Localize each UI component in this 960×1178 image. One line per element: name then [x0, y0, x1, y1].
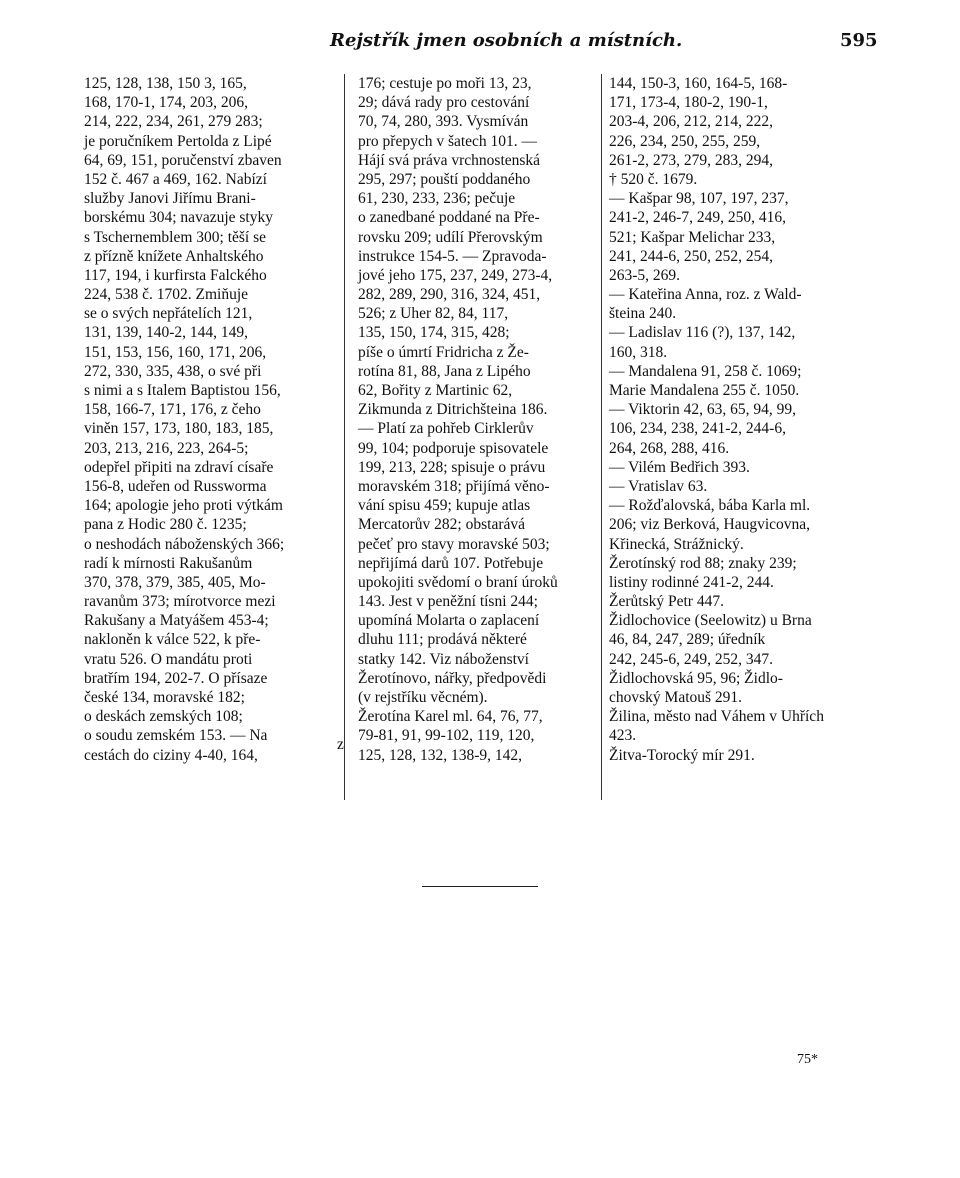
index-line: pro přepych v šatech 101. —	[358, 132, 538, 150]
index-line: 224, 538 č. 1702. Zmiňuje	[84, 286, 249, 304]
index-line: 214, 222, 234, 261, 279 283;	[84, 113, 263, 131]
index-line: — Rožďalovská, bába Karla ml.	[609, 497, 811, 515]
index-line: o soudu zemském 153. — Na	[84, 727, 268, 745]
index-line: o deskách zemských 108;	[84, 708, 243, 726]
column-rule-2	[601, 74, 602, 800]
index-line: dluhu 111; prodává některé	[358, 631, 527, 649]
index-line: 131, 139, 140-2, 144, 149,	[84, 324, 249, 342]
sheet-signature: 75*	[797, 1052, 818, 1067]
index-line: služby Janovi Jiřímu Brani-	[84, 190, 256, 208]
index-column-2	[358, 74, 598, 765]
index-line: 99, 104; podporuje spisovatele	[358, 439, 549, 457]
index-line: 168, 170-1, 174, 203, 206,	[84, 94, 249, 112]
index-line: odepřel připiti na zdraví císaře	[84, 458, 274, 476]
index-line: Židlochovice (Seelowitz) u Brna	[609, 612, 812, 630]
index-line: 158, 166-7, 171, 176, z čeho	[84, 401, 261, 419]
index-line: Křinecká, Strážnický.	[609, 535, 744, 553]
index-line: bratřím 194, 202-7. O přísaze	[84, 669, 268, 687]
index-line: — Kašpar 98, 107, 197, 237,	[609, 190, 789, 208]
margin-mark: z	[337, 736, 344, 753]
index-line: rotína 81, 88, Jana z Lipého	[358, 362, 531, 380]
index-line: 370, 378, 379, 385, 405, Mo-	[84, 573, 266, 591]
index-line: 164; apologie jeho proti výtkám	[84, 497, 283, 515]
index-line: 125, 128, 138, 150 3, 165,	[84, 75, 247, 92]
index-line: 61, 230, 233, 236; pečuje	[358, 190, 516, 208]
index-line: se o svých nepřátelích 121,	[84, 305, 253, 323]
index-line: 70, 74, 280, 393. Vysmíván	[358, 113, 529, 131]
end-divider	[422, 886, 538, 887]
index-line: ravanům 373; mírotvorce mezi	[84, 593, 276, 611]
index-line: 242, 245-6, 249, 252, 347.	[609, 650, 774, 668]
index-line: 264, 268, 288, 416.	[609, 439, 730, 457]
index-line: vání spisu 459; kupuje atlas	[358, 497, 531, 515]
index-line: 263-5, 269.	[609, 266, 681, 284]
index-line: — Viktorin 42, 63, 65, 94, 99,	[609, 401, 796, 419]
index-line: 521; Kašpar Melichar 233,	[609, 228, 776, 246]
index-line: Hájí svá práva vrchnostenská	[358, 151, 541, 169]
index-line: nakloněn k válce 522, k pře-	[84, 631, 261, 649]
index-line: chovský Matouš 291.	[609, 689, 743, 706]
index-line: rovsku 209; udílí Přerovským	[358, 228, 543, 246]
index-line: o zanedbané poddané na Pře-	[358, 209, 540, 227]
index-line: 261-2, 273, 279, 283, 294,	[609, 151, 774, 169]
index-line: borskému 304; navazuje styky	[84, 209, 273, 227]
index-line: Žilina, město nad Váhem v Uhřích	[609, 708, 824, 726]
index-line: píše o úmrtí Fridricha z Že-	[358, 343, 529, 361]
index-line: 272, 330, 335, 438, o své při	[84, 362, 262, 380]
index-line: Žerůtský Petr 447.	[609, 593, 724, 611]
index-line: (v rejstříku věcném).	[358, 689, 488, 706]
index-line: 282, 289, 290, 316, 324, 451,	[358, 286, 541, 304]
index-line: o neshodách náboženských 366;	[84, 535, 285, 553]
index-line: Žitva-Torocký mír 291.	[609, 746, 755, 764]
index-line: listiny rodinné 241-2, 244.	[609, 573, 774, 591]
index-line: 143. Jest v peněžní tísni 244;	[358, 593, 538, 611]
index-line: je poručníkem Pertolda z Lipé	[84, 132, 272, 150]
index-line: Žerotínovo, nářky, předpovědi	[358, 669, 547, 687]
index-line: 203, 213, 216, 223, 264-5;	[84, 439, 249, 457]
index-line: — Vratislav 63.	[609, 477, 708, 495]
index-line: — Platí za pohřeb Cirklerův	[358, 420, 534, 438]
page-header	[0, 30, 960, 60]
index-line: cestách do ciziny 4-40, 164,	[84, 746, 258, 764]
index-line: — Kateřina Anna, roz. z Wald-	[609, 286, 802, 304]
index-line: 176; cestuje po moři 13, 23,	[358, 75, 532, 92]
index-line: Židlochovská 95, 96; Židlo-	[609, 669, 783, 687]
page-number: 595	[840, 30, 878, 51]
column-rule-1	[344, 74, 345, 800]
index-line: 125, 128, 132, 138-9, 142,	[358, 746, 523, 764]
index-line: — Ladislav 116 (?), 137, 142,	[609, 324, 796, 342]
index-line: 62, Bořity z Martinic 62,	[358, 382, 513, 399]
index-line: 117, 194, i kurfirsta Falckého	[84, 266, 267, 284]
index-line: 151, 153, 156, 160, 171, 206,	[84, 343, 267, 361]
index-line: 206; viz Berková, Haugvicovna,	[609, 516, 811, 534]
index-line: 106, 234, 238, 241-2, 244-6,	[609, 420, 786, 438]
index-line: nepřijímá darů 107. Potřebuje	[358, 554, 544, 572]
index-line: statky 142. Viz náboženství	[358, 650, 529, 668]
index-line: 226, 234, 250, 255, 259,	[609, 132, 761, 150]
index-line: Žerotína Karel ml. 64, 76, 77,	[358, 708, 543, 726]
index-line: vratu 526. O mandátu proti	[84, 650, 253, 668]
index-line: — Vilém Bedřich 393.	[609, 458, 750, 476]
index-line: 79-81, 91, 99-102, 119, 120,	[358, 727, 535, 745]
index-line: pana z Hodic 280 č. 1235;	[84, 516, 247, 534]
index-line: jové jeho 175, 237, 249, 273-4,	[358, 266, 553, 284]
index-line: šteina 240.	[609, 305, 677, 323]
index-line: 199, 213, 228; spisuje o právu	[358, 458, 546, 476]
index-line: 203-4, 206, 212, 214, 222,	[609, 113, 774, 131]
index-line: Marie Mandalena 255 č. 1050.	[609, 382, 800, 399]
index-line: 29; dává rady pro cestování	[358, 94, 530, 112]
index-line: české 134, moravské 182;	[84, 689, 245, 706]
index-line: 295, 297; pouští poddaného	[358, 170, 531, 188]
index-line: 135, 150, 174, 315, 428;	[358, 324, 510, 342]
index-line: upomíná Molarta o zaplacení	[358, 612, 540, 630]
index-line: 160, 318.	[609, 343, 668, 361]
index-line: instrukce 154-5. — Zpravoda-	[358, 247, 547, 265]
index-column-3	[609, 74, 871, 765]
index-line: viněn 157, 173, 180, 183, 185,	[84, 420, 274, 438]
index-line: 241, 244-6, 250, 252, 254,	[609, 247, 774, 265]
index-line: 241-2, 246-7, 249, 250, 416,	[609, 209, 786, 227]
index-line: pečeť pro stavy moravské 503;	[358, 535, 550, 553]
index-line: s Tschernemblem 300; těší se	[84, 228, 267, 246]
index-line: 46, 84, 247, 289; úředník	[609, 631, 766, 649]
index-line: Rakušany a Matyášem 453-4;	[84, 612, 269, 630]
index-line: upokojiti svědomí o braní úroků	[358, 573, 558, 591]
index-line: 64, 69, 151, poručenství zbaven	[84, 151, 282, 169]
index-line: 171, 173-4, 180-2, 190-1,	[609, 94, 768, 112]
running-title: Rejstřík jmen osobních a místních.	[330, 30, 683, 51]
index-line: moravském 318; přijímá věno-	[358, 477, 550, 495]
index-line: s nimi a s Italem Baptistou 156,	[84, 382, 281, 399]
index-line: Žerotínský rod 88; znaky 239;	[609, 554, 797, 572]
index-line: — Mandalena 91, 258 č. 1069;	[609, 362, 802, 380]
index-line: 156-8, udeřen od Russworma	[84, 477, 267, 495]
index-line: 423.	[609, 727, 637, 745]
index-line: Mercatorův 282; obstarává	[358, 516, 525, 534]
index-line: 152 č. 467 a 469, 162. Nabízí	[84, 170, 267, 188]
index-column-1	[84, 74, 334, 765]
index-line: † 520 č. 1679.	[609, 170, 698, 188]
index-line: radí k mírnosti Rakušanům	[84, 554, 253, 572]
index-line: 526; z Uher 82, 84, 117,	[358, 305, 509, 323]
index-line: z přízně knížete Anhaltského	[84, 247, 264, 265]
index-line: Zikmunda z Ditrichšteina 186.	[358, 401, 548, 419]
index-line: 144, 150-3, 160, 164-5, 168-	[609, 75, 788, 92]
